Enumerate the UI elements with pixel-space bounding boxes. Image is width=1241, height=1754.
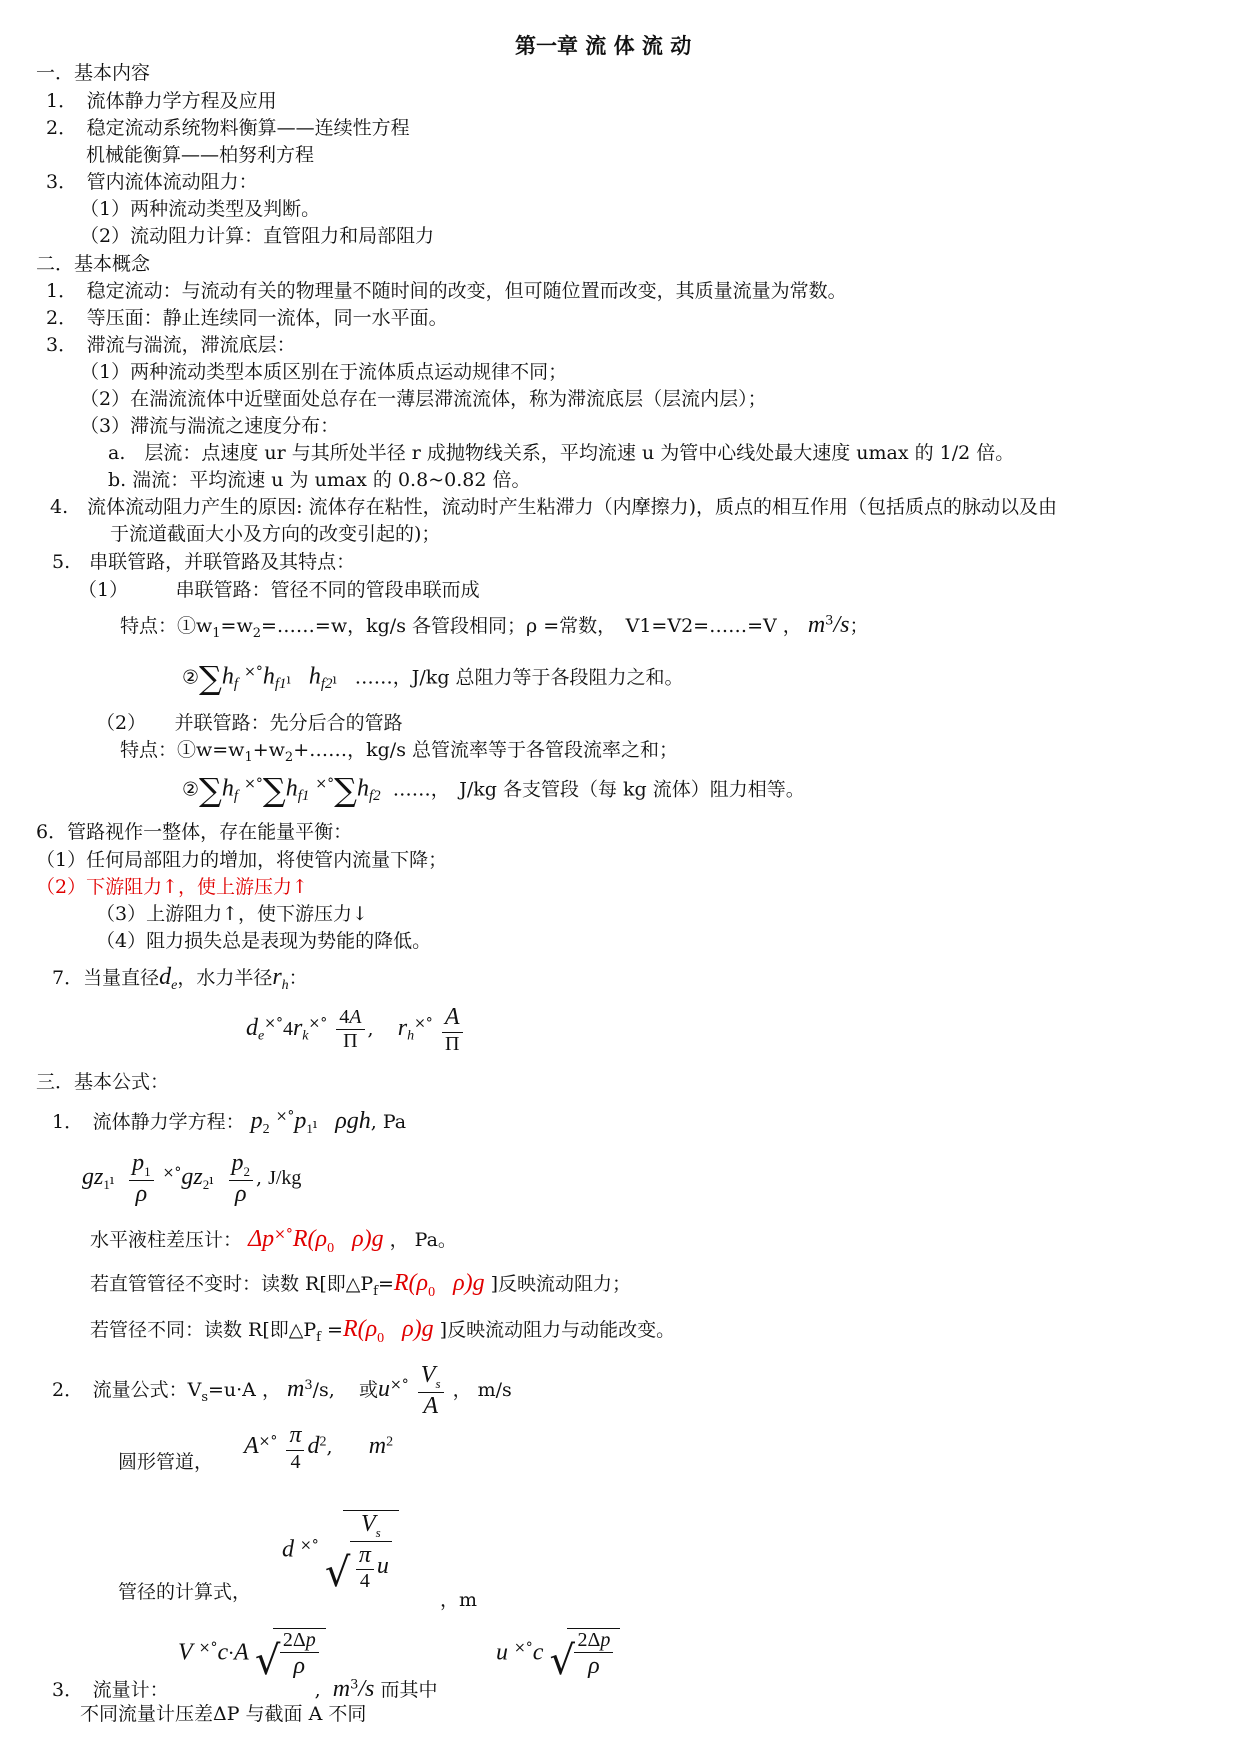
series-feature-2: $②\sum h_f$ $^{\times^\circ}h_{f1}ı$ $h_{f2}ı$ ……，J/kg 总阻力等于各段阻力之和。: [182, 659, 684, 697]
text-fragment: =……=w，kg/s 各管段相同；ρ =常数， V1=V2=……=V ，: [261, 615, 802, 637]
text-fragment: =: [320, 1319, 343, 1341]
diameter-formula: d ×° √ $V_s$ $\frac{\pi}{4}$ u: [282, 1510, 399, 1593]
text-fragment: =u·A ，: [207, 1379, 281, 1402]
series-feature-1: 特点：$①w_1=w_2=\dots\dots=w$，kg/s 各管段相同；ρ =常数， V1=V2=……=V ， $m^3/s$；: [120, 612, 869, 641]
equivalent-diameter-formula: $d_e^{\times^\circ}4r_k^{\times^\circ}$ $\frac{4A}{\Pi}$ , $r_h^{\times^\circ}$ $\frac{A}{\Pi}$: [246, 1004, 466, 1056]
text-fragment: 7．当量直径: [52, 967, 160, 989]
text-line: （4）阻力损失总是表现为势能的降低。: [96, 930, 432, 952]
text-fragment: 2． 流量公式：V: [52, 1379, 202, 1402]
section-1-heading: 一．基本内容: [36, 62, 151, 84]
unit-m: m: [807, 612, 826, 638]
text-line: 3． 滞流与湍流，滞流底层：: [46, 334, 296, 356]
text-line: （3）上游阻力↑，使下游压力↓: [96, 903, 368, 925]
flow-rate-formula: 2． 流量公式：$V_s=u\cdot A$ ， $m^3/s$, 或u×° $\frac{V_s}{A}$ ， m/s: [52, 1362, 512, 1419]
text-fragment: 1． 流体静力学方程：: [52, 1111, 245, 1133]
text-fragment: ……，J/kg 总阻力等于各段阻力之和。: [354, 666, 684, 689]
text-line: （1）两种流动类型本质区别在于流体质点运动规律不同；: [80, 361, 568, 383]
text-fragment: /s,: [312, 1379, 335, 1402]
text-fragment: （2）: [36, 876, 87, 898]
hydrostatic-equation: 1． 流体静力学方程： $p_2$ $^{\times^\circ}p_1ı$ ρgh, Pa: [52, 1108, 407, 1137]
text-line: 1． 稳定流动：与流动有关的物理量不随时间的改变，但可随位置而改变，其质量流量为常数。: [46, 280, 847, 302]
kinetic-reading-line: 若管径不同：读数 R[即$\triangle P_f =R(\rho_0$ ρ)g ]反映流动阻力与动能改变。: [90, 1316, 676, 1346]
text-line: a. 层流：点速度 ur 与其所处半径 r 成抛物线关系，平均流速 u 为管中心线处最大速度 umax 的 1/2 倍。: [108, 442, 1015, 464]
text-line: （2）在湍流流体中近壁面处总存在一薄层滞流流体，称为滞流底层（层流内层）；: [80, 388, 767, 410]
text-line: 6．管路视作一整体，存在能量平衡：: [36, 821, 353, 843]
text-fragment: 水平液柱差压计：: [90, 1229, 243, 1251]
text-fragment: =: [377, 1273, 394, 1295]
text-fragment: ②: [182, 666, 200, 689]
flowmeter-formula-v: V ×°c·A √ $\frac{2\Delta p}{\rho}$: [178, 1628, 326, 1681]
text-fragment: 若直管管径不变时：读数 R[即△P: [90, 1273, 374, 1295]
text-line: 2． 稳定流动系统物料衡算——连续性方程: [46, 117, 410, 139]
text-fragment: ]反映流动阻力与动能改变。: [439, 1319, 676, 1341]
text-fragment: 3． 流量计：: [52, 1679, 169, 1701]
text-line: 2． 等压面：静止连续同一流体，同一水平面。: [46, 307, 448, 329]
text-line: （1） 串联管路：管径不同的管段串联而成: [78, 579, 480, 601]
section-3-heading: 三．基本公式：: [36, 1071, 170, 1093]
text-fragment: +……，kg/s 总管流率等于各管段流率之和；: [293, 739, 678, 761]
text-fragment: ， m/s: [452, 1379, 512, 1402]
parallel-feature-2: $②\sum h_f$ $^{\times^\circ}\sum h_{f1}$ $^{\times^\circ}\sum h_{f2}$ ……， J/kg 各支管段（每 kg 流体）阻力相等。: [182, 771, 805, 809]
page-title: 第一章 流 体 流 动: [515, 34, 692, 58]
unit-pa: , Pa: [370, 1111, 407, 1133]
text-line: （2） 并联管路：先分后合的管路: [96, 712, 403, 734]
text-line: 4. 流体流动阻力产生的原因: 流体存在粘性，流动时产生粘滞力（内摩擦力)，质点的相互作用（包括质点的脉动以及由: [50, 496, 1057, 518]
text-fragment: =w: [220, 615, 253, 637]
text-line: 于流道截面大小及方向的改变引起的)；: [110, 523, 441, 545]
text-line: b. 湍流：平均流速 u 为 umax 的 0.8~0.82 倍。: [108, 469, 531, 491]
text-line: 1． 流体静力学方程及应用: [46, 90, 277, 112]
text-fragment: ②: [182, 778, 200, 801]
text-fragment: ：: [288, 967, 308, 989]
resistance-reading-line: 若直管管径不变时：读数 R[即$\triangle P_f=R(\rho_0$ ρ)g ]反映流动阻力；: [90, 1270, 632, 1300]
flowmeter-line: 3． 流量计： , $m^3/s$ 而其中: [52, 1676, 438, 1702]
highlight-text: 下游阻力↑，使上游压力↑: [86, 876, 308, 898]
text-fragment: ]反映流动阻力；: [490, 1273, 632, 1295]
text-line: 5. 串联管路，并联管路及其特点：: [52, 551, 356, 573]
text-line: （1）任何局部阻力的增加，将使管内流量下降；: [36, 849, 448, 871]
text-line: （2）流动阻力计算：直管阻力和局部阻力: [80, 225, 435, 247]
parallel-feature-1: 特点：$①w=w_1+w_2+\dots\dots$，kg/s 总管流率等于各管段流率之和；: [120, 739, 678, 765]
hydrostatic-energy-form: $gz_1ı$ $\frac{p_1}{\rho}$ $^{\times^\circ}gz_2ı$ $\frac{p_2}{\rho}$ , J/kg: [82, 1150, 302, 1207]
equivalent-diameter-line: 7．当量直径$d_e$，水力半径$r_h$：: [52, 964, 308, 993]
text-fragment: 而其中: [380, 1679, 438, 1701]
text-line: 不同流量计压差ΔP 与截面 A 不同: [80, 1703, 367, 1725]
flowmeter-formula-u: u ×°c √ $\frac{2\Delta p}{\rho}$: [496, 1628, 620, 1681]
text-fragment: 若管径不同：读数 R[即△P: [90, 1319, 317, 1341]
text-fragment: 特点：①w: [120, 615, 213, 637]
text-fragment: ， Pa。: [389, 1229, 457, 1251]
text-line: 机械能衡算——柏努利方程: [86, 144, 315, 166]
text-line: 3． 管内流体流动阻力：: [46, 171, 258, 193]
text-fragment: 特点：①w=w: [120, 739, 245, 761]
text-fragment: 或: [359, 1379, 379, 1402]
text-fragment: ；: [849, 615, 869, 637]
text-fragment: ……， J/kg 各支管段（每 kg 流体）阻力相等。: [392, 778, 805, 801]
manometer-line: 水平液柱差压计： $\Delta p^{\times^\circ}R(\rho_0$ ρ)g ， Pa。: [90, 1226, 457, 1256]
diameter-unit: ，m: [440, 1589, 478, 1611]
text-line: （3）滞流与湍流之速度分布：: [80, 415, 340, 437]
text-fragment: +w: [252, 739, 285, 761]
text-fragment: ，水力半径: [177, 967, 273, 989]
section-2-heading: 二．基本概念: [36, 253, 151, 275]
unit-jkg: J/kg: [268, 1167, 302, 1190]
diameter-label: 管径的计算式，: [118, 1581, 252, 1603]
text-line-highlight: [36, 877, 308, 899]
unit-s: /s: [833, 612, 850, 638]
circular-area-formula: A×° $\frac{\pi}{4}$ $d^2$, $m^2$: [244, 1422, 394, 1473]
text-line: （1）两种流动类型及判断。: [80, 198, 321, 220]
circular-pipe-label: 圆形管道，: [118, 1451, 214, 1473]
